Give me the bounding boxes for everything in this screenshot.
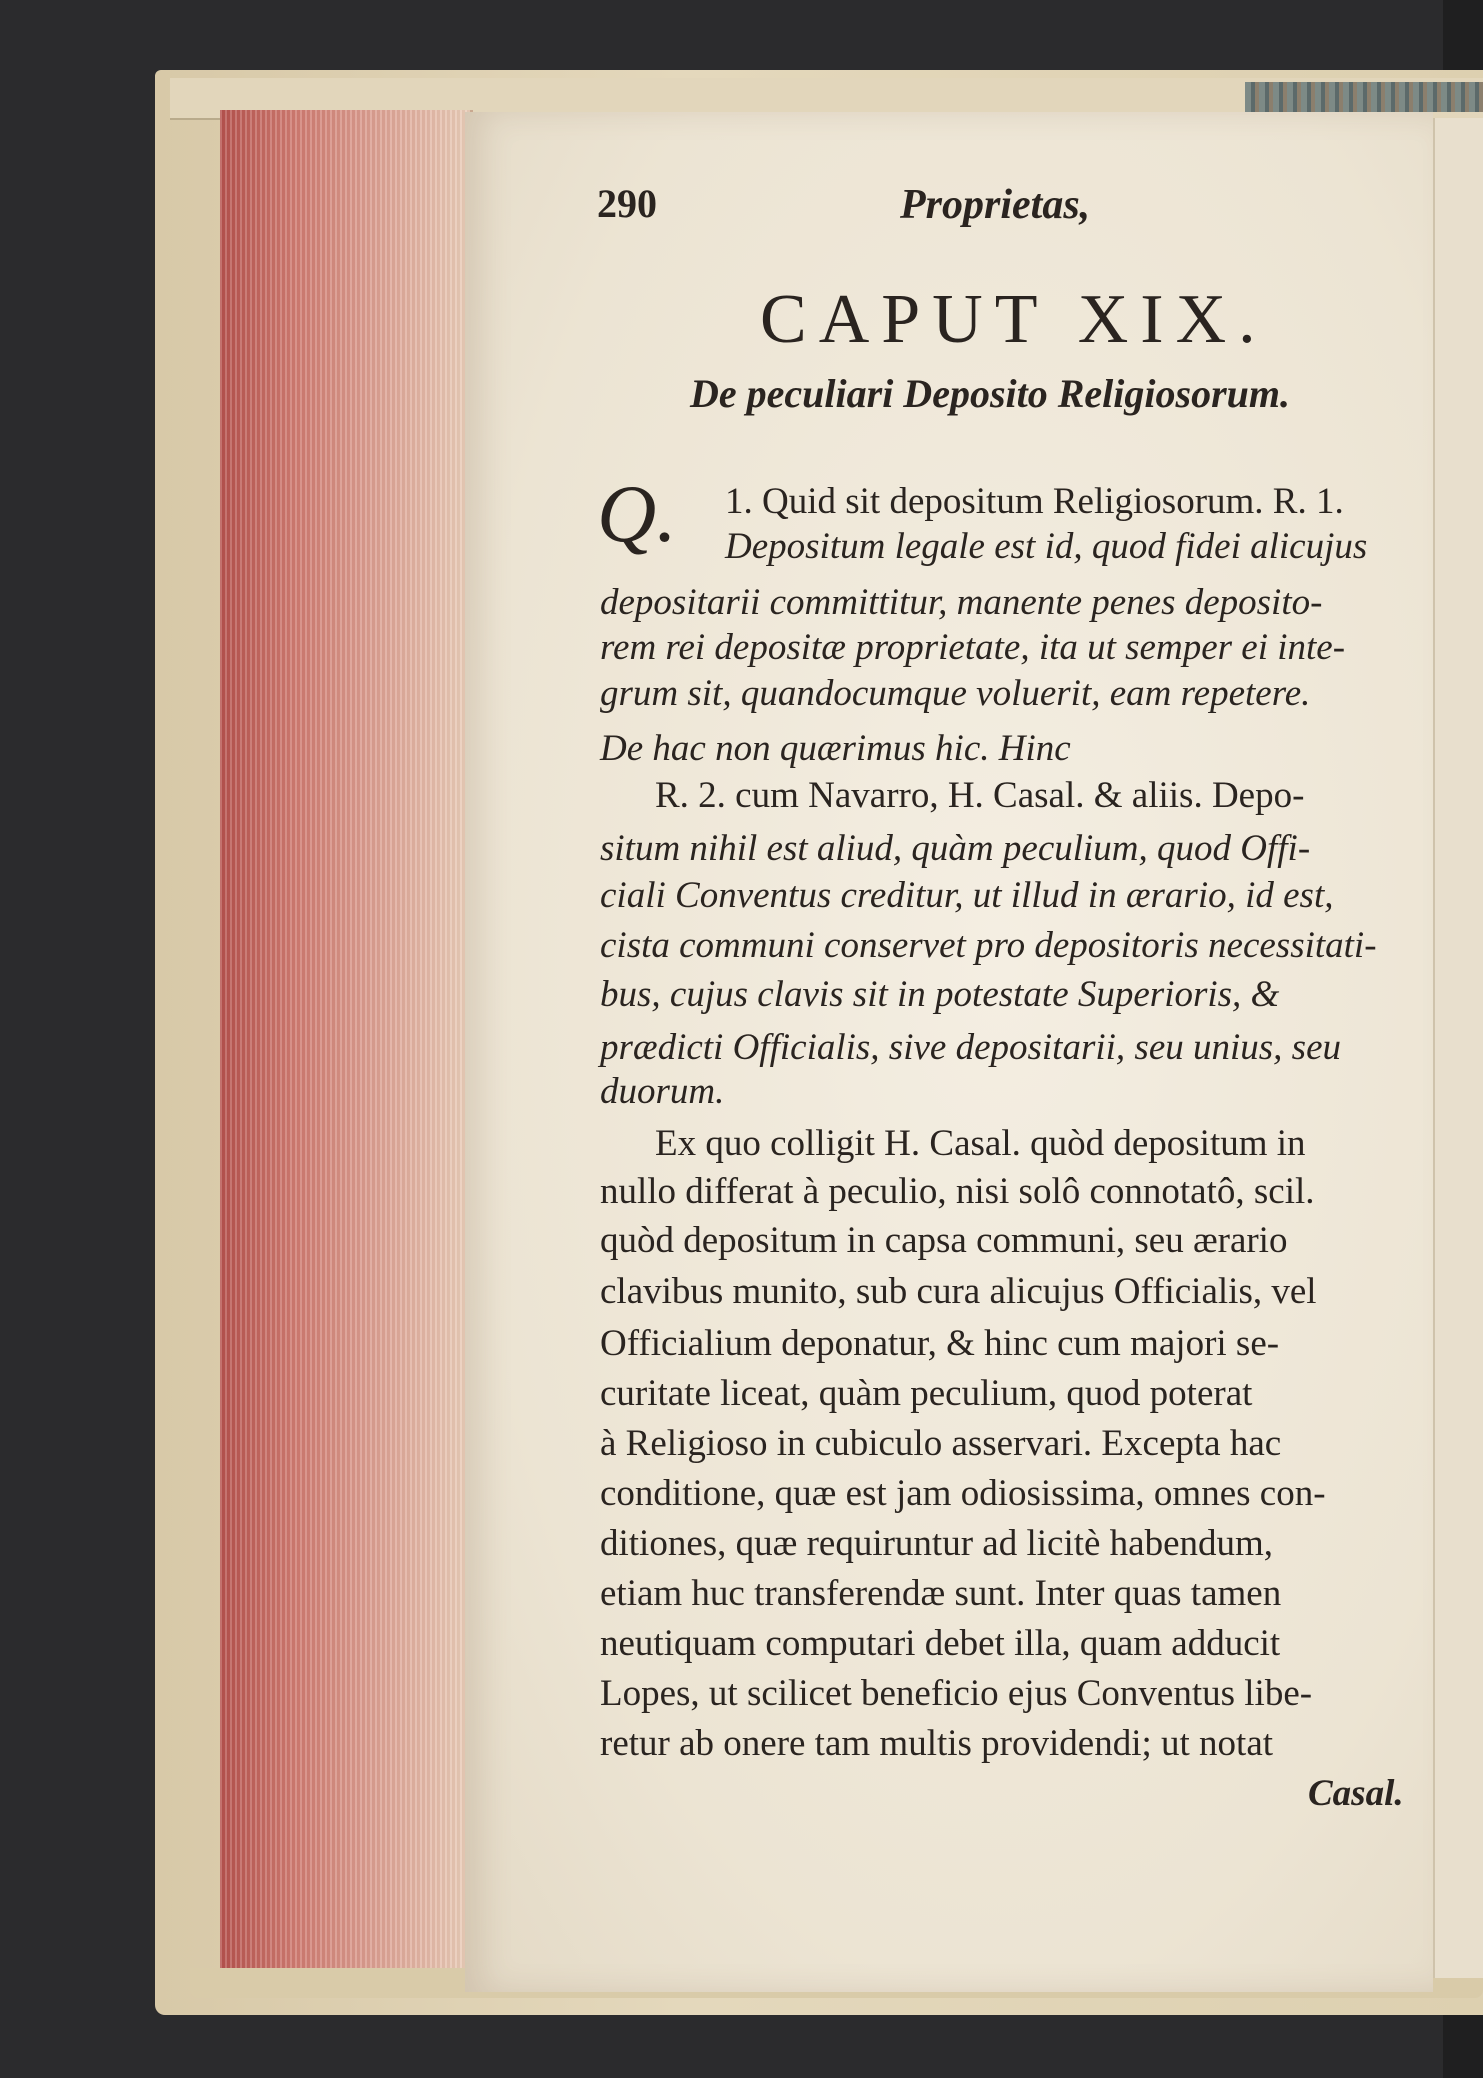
text-line: duorum. (600, 1071, 725, 1112)
catchword: Casal. (1308, 1773, 1404, 1814)
running-title: Proprietas, (900, 182, 1091, 228)
text-line: conditione, quæ est jam odiosissima, omnes con- (600, 1473, 1326, 1514)
text-line: grum sit, quandocumque voluerit, eam repetere. (600, 673, 1311, 714)
chapter-subtitle: De peculiari Deposito Religiosorum. (690, 371, 1290, 416)
text-line: bus, cujus clavis sit in potestate Superioris, & (600, 974, 1280, 1015)
text-line: R. 2. cum Navarro, H. Casal. & aliis. Depo- (655, 775, 1305, 816)
text-line: etiam huc transferendæ sunt. Inter quas tamen (600, 1573, 1282, 1614)
text-line: retur ab onere tam multis providendi; ut notat (600, 1723, 1274, 1764)
text-line: Officialium deponatur, & hinc cum majori se- (600, 1323, 1280, 1364)
text-line: curitate liceat, quàm peculium, quod poterat (600, 1373, 1253, 1414)
text-line: rem rei depositæ proprietate, ita ut semper ei inte- (600, 627, 1346, 668)
text-line: depositarii committitur, manente penes deposito- (600, 582, 1323, 623)
facing-page-edge (1433, 118, 1483, 1978)
text-line: Depositum legale est id, quod fidei alicujus (725, 526, 1368, 567)
page-edges-red (220, 110, 473, 1970)
text-line: quòd depositum in capsa communi, seu ærario (600, 1220, 1288, 1261)
text-line: cista communi conservet pro depositoris necessitati- (600, 925, 1377, 966)
drop-cap: Q. (597, 468, 677, 559)
text-line: ditiones, quæ requiruntur ad licitè habendum, (600, 1523, 1274, 1564)
chapter-title: CAPUT XIX. (760, 281, 1268, 358)
text-line: Lopes, ut scilicet beneficio ejus Conventus libe- (600, 1673, 1313, 1714)
text-line: situm nihil est aliud, quàm peculium, quod Offi- (600, 828, 1311, 869)
text-line: à Religioso in cubiculo asservari. Excepta hac (600, 1423, 1282, 1464)
text-line: clavibus munito, sub cura alicujus Officialis, vel (600, 1271, 1317, 1312)
text-line: neutiquam computari debet illa, quam adducit (600, 1623, 1281, 1664)
text-line: ciali Conventus creditur, ut illud in ærario, id est, (600, 875, 1334, 916)
text-line: nullo differat à peculio, nisi solô connotatô, scil. (600, 1171, 1315, 1212)
page-number: 290 (597, 181, 657, 226)
text-line: 1. Quid sit depositum Religiosorum. R. 1. (725, 481, 1344, 522)
text-line: Ex quo colligit H. Casal. quòd depositum in (655, 1123, 1306, 1164)
text-line: De hac non quærimus hic. Hinc (600, 728, 1071, 769)
spine-band (1245, 82, 1483, 112)
text-line: prædicti Officialis, sive depositarii, seu unius, seu (600, 1027, 1341, 1068)
